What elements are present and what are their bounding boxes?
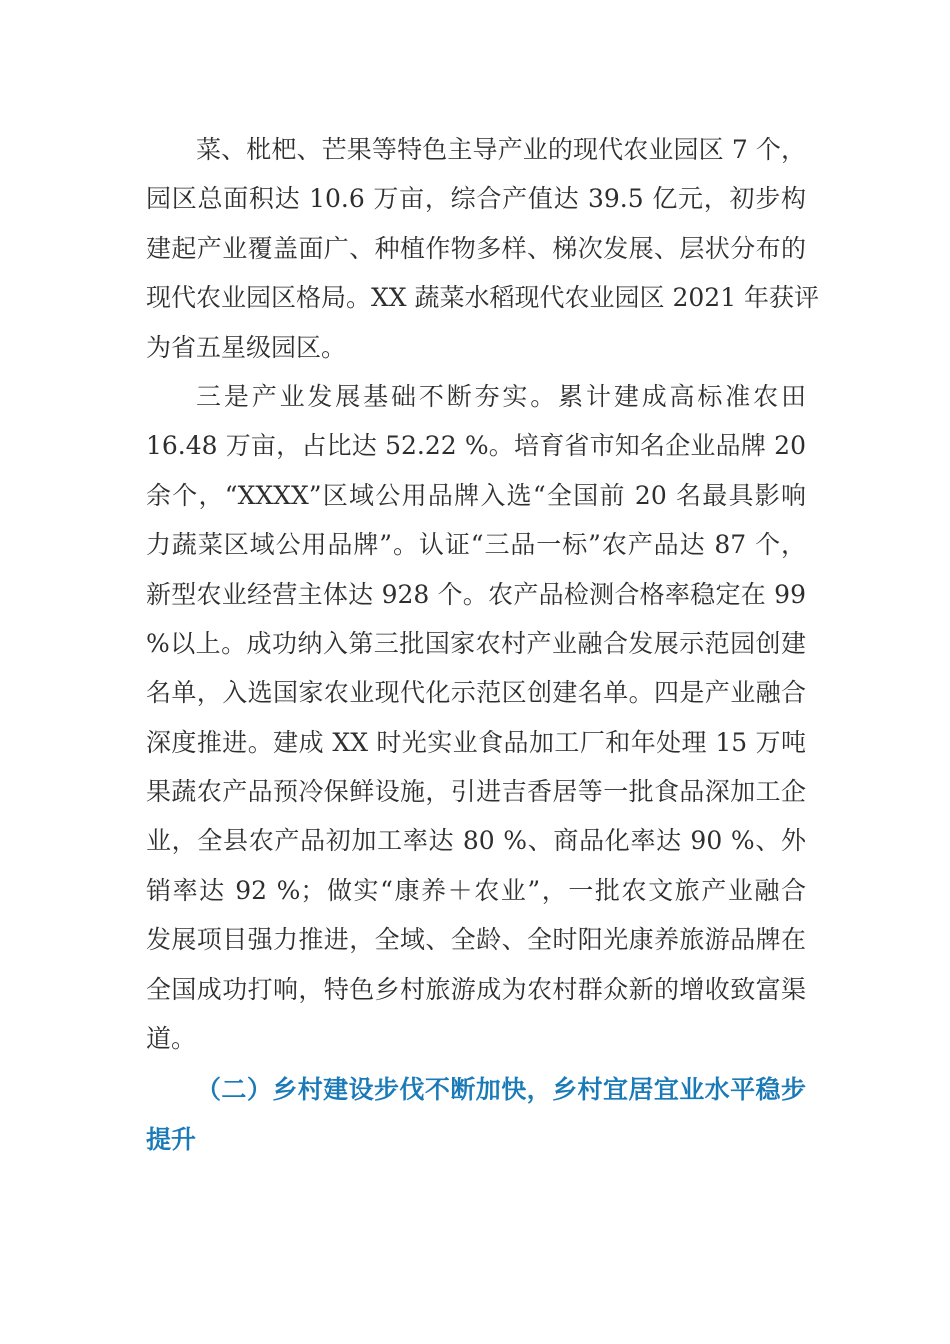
text-line: 果蔬农产品预冷保鲜设施，引进吉香居等一批食品深加工企: [146, 777, 806, 807]
document-body: [146, 125, 820, 1164]
section-heading: [146, 1065, 806, 1164]
text-line: 现代农业园区格局。XX 蔬菜水稻现代农业园区 2021 年获评: [146, 283, 820, 313]
text-line: %以上。成功纳入第三批国家农村产业融合发展示范园创建: [146, 628, 806, 658]
text-line: 名单，入选国家农业现代化示范区创建名单。四是产业融合: [146, 678, 806, 708]
text-line: 发展项目强力推进，全域、全龄、全时阳光康养旅游品牌在: [146, 925, 806, 955]
text-line: 建起产业覆盖面广、种植作物多样、梯次发展、层状分布的: [146, 233, 806, 263]
text-line: 余个，“XXXX”区域公用品牌入选“全国前 20 名最具影响: [146, 480, 806, 510]
text-line: 力蔬菜区域公用品牌”。认证“三品一标”农产品达 87 个，: [146, 530, 806, 560]
text-line: 深度推进。建成 XX 时光实业食品加工厂和年处理 15 万吨: [146, 727, 806, 757]
text-line: 业，全县农产品初加工率达 80 %、商品化率达 90 %、外: [146, 826, 806, 856]
text-line: 16.48 万亩，占比达 52.22 %。培育省市知名企业品牌 20: [146, 431, 806, 461]
text-line: 新型农业经营主体达 928 个。农产品检测合格率稳定在 99: [146, 579, 806, 609]
text-line: 销率达 92 %；做实“康养＋农业”，一批农文旅产业融合: [146, 875, 806, 905]
text-line: 道。: [146, 1024, 197, 1054]
text-line: 三是产业发展基础不断夯实。累计建成高标准农田: [196, 381, 806, 411]
paragraph-2: [146, 372, 806, 1063]
heading-line: 提升: [146, 1124, 197, 1154]
text-line: 园区总面积达 10.6 万亩，综合产值达 39.5 亿元，初步构: [146, 184, 806, 214]
paragraph-1: [146, 125, 820, 372]
heading-line: （二）乡村建设步伐不断加快，乡村宜居宜业水平稳步: [196, 1075, 806, 1105]
text-line: 全国成功打响，特色乡村旅游成为农村群众新的增收致富渠: [146, 974, 806, 1004]
text-line: 为省五星级园区。: [146, 332, 347, 362]
text-line: 菜、枇杷、芒果等特色主导产业的现代农业园区 7 个，: [196, 135, 806, 164]
